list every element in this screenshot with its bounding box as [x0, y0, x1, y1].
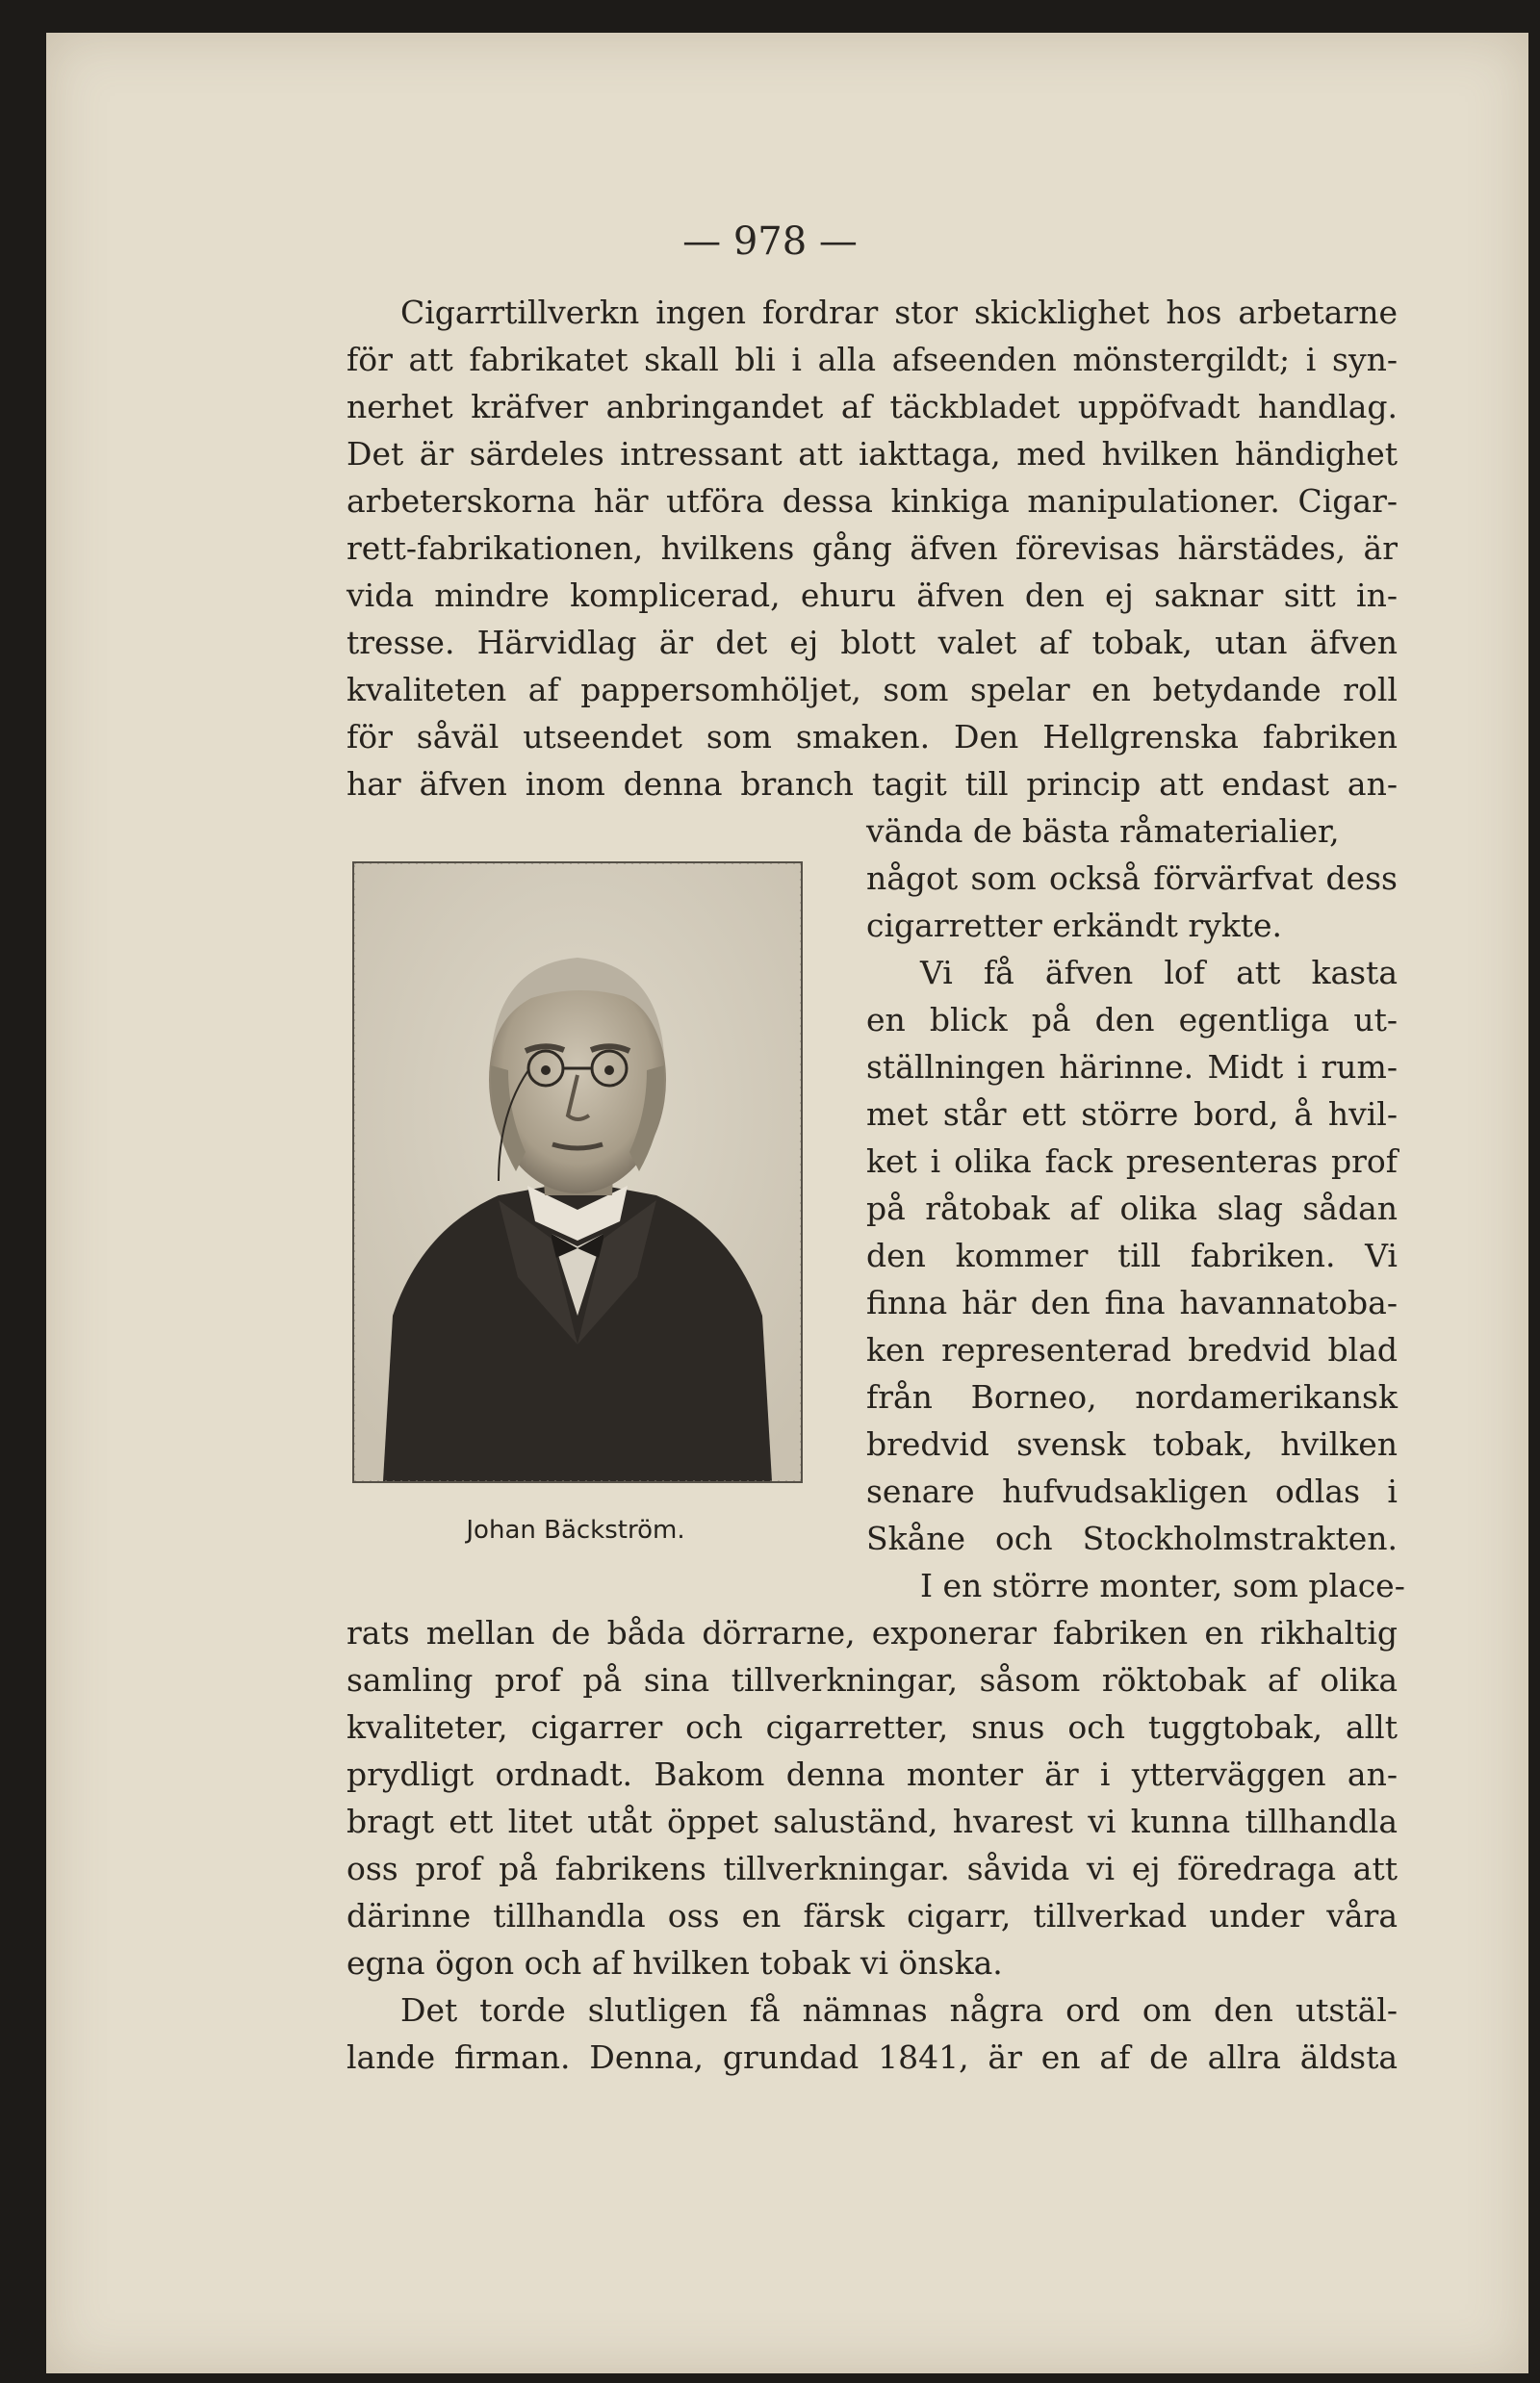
text-line: samling prof på sina tillverkningar, såsom röktobak af olika [346, 1661, 1398, 1699]
text-line: vända de bästa råmaterialier, [866, 812, 1340, 850]
text-line: finna här den fina havannatoba- [866, 1284, 1398, 1321]
text-line: Vi få äfven lof att kasta [920, 954, 1398, 991]
text-line: egna ögon och af hvilken tobak vi önska. [346, 1944, 1003, 1982]
text-line: tresse. Härvidlag är det ej blott valet af tobak, utan äfven [346, 624, 1398, 661]
text-line: Cigarrtillverkn ingen fordrar stor skicklighet hos arbetarne [400, 294, 1398, 331]
page-number: — 978 — [682, 219, 858, 264]
text-line: I en större monter, som place- [920, 1567, 1405, 1604]
text-line: senare hufvudsakligen odlas i [866, 1473, 1398, 1510]
text-line: ken representerad bredvid blad [866, 1331, 1398, 1369]
text-line: lande firman. Denna, grundad 1841, är en af de allra äldsta [346, 2038, 1398, 2076]
text-line: prydligt ordnadt. Bakom denna monter är i ytterväggen an- [346, 1755, 1398, 1793]
text-line: Det torde slutligen få nämnas några ord om den utstäl- [400, 1991, 1398, 2029]
portrait-photo [352, 861, 803, 1483]
text-line: därinne tillhandla oss en färsk cigarr, tillverkad under våra [346, 1897, 1398, 1935]
text-line: nerhet kräfver anbringandet af täckbladet uppöfvadt handlag. [346, 388, 1398, 425]
text-line: från Borneo, nordamerikansk [866, 1378, 1398, 1416]
text-line: vida mindre komplicerad, ehuru äfven den ej saknar sitt in- [346, 577, 1398, 614]
text-line: rett-fabrikationen, hvilkens gång äfven förevisas härstädes, är [346, 529, 1398, 567]
photo-caption: Johan Bäckström. [466, 1516, 685, 1545]
text-line: met står ett större bord, å hvil- [866, 1095, 1398, 1133]
text-line: rats mellan de båda dörrarne, exponerar fabriken en rikhaltig [346, 1614, 1398, 1652]
text-line: har äfven inom denna branch tagit till princip att endast an- [346, 765, 1398, 803]
text-line: oss prof på fabrikens tillverkningar. såvida vi ej föredraga att [346, 1850, 1398, 1887]
text-line: bragt ett litet utåt öppet saluständ, hvarest vi kunna tillhandla [346, 1803, 1398, 1840]
text-line: ställningen härinne. Midt i rum- [866, 1048, 1398, 1086]
text-line: för såväl utseendet som smaken. Den Hellgrenska fabriken [346, 718, 1398, 756]
text-line: kvaliteten af pappersomhöljet, som spelar en betydande roll [346, 671, 1398, 708]
text-line: kvaliteter, cigarrer och cigarretter, snus och tuggtobak, allt [346, 1708, 1398, 1746]
text-line: Det är särdeles intressant att iakttaga, med hvilken händighet [346, 435, 1398, 473]
text-line: arbeterskorna här utföra dessa kinkiga manipulationer. Cigar- [346, 482, 1398, 520]
text-line: Skåne och Stockholmstrakten. [866, 1520, 1398, 1557]
portrait-illustration [354, 863, 801, 1481]
text-line: ket i olika fack presenteras prof [866, 1142, 1398, 1180]
text-line: på råtobak af olika slag sådan [866, 1190, 1398, 1227]
text-line: cigarretter erkändt rykte. [866, 907, 1283, 944]
text-line: bredvid svensk tobak, hvilken [866, 1425, 1398, 1463]
text-line: för att fabrikatet skall bli i alla afseenden mönstergildt; i syn- [346, 341, 1398, 378]
text-line: den kommer till fabriken. Vi [866, 1237, 1398, 1274]
text-line: något som också förvärfvat dess [866, 859, 1398, 897]
text-line: en blick på den egentliga ut- [866, 1001, 1398, 1038]
